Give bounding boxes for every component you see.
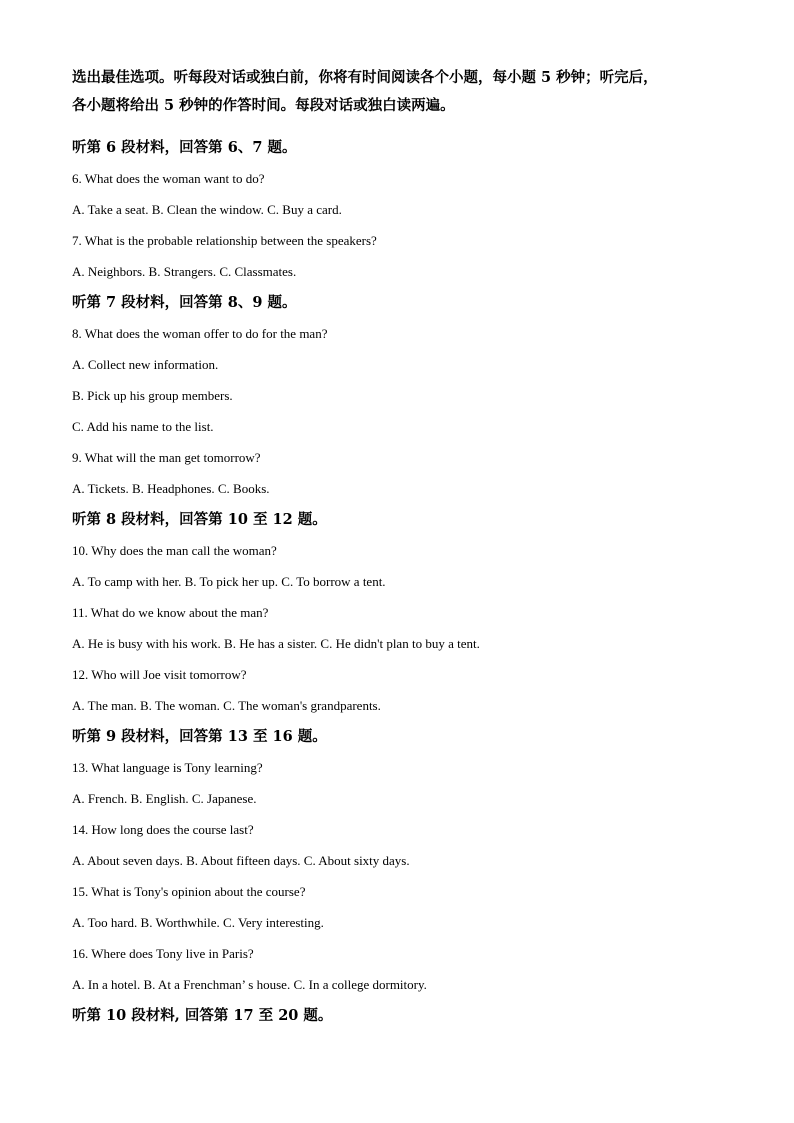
section-heading: 听第 9 段材料，回答第 13 至 16 题。 — [72, 728, 327, 745]
section-8 — [72, 510, 732, 727]
options-15: A. Too hard. B. Worthwhile. C. Very interesting. — [72, 915, 324, 930]
instructions-line-1: 选出最佳选项。听每段对话或独白前，你将有时间阅读各个小题，每小题 5 秒钟；听完后， — [72, 69, 658, 86]
option-8a: A. Collect new information. — [72, 357, 219, 372]
options-14: A. About seven days. B. About fifteen days. C. About sixty days. — [72, 853, 410, 868]
section-9 — [72, 727, 732, 1006]
section-heading: 听第 8 段材料，回答第 10 至 12 题。 — [72, 511, 327, 528]
options-6: A. Take a seat. B. Clean the window. C. Buy a card. — [72, 202, 342, 217]
options-16: A. In a hotel. B. At a Frenchman’ s house. C. In a college dormitory. — [72, 977, 427, 992]
question-7: 7. What is the probable relationship between the speakers? — [72, 233, 377, 248]
options-11: A. He is busy with his work. B. He has a sister. C. He didn't plan to buy a tent. — [72, 636, 480, 651]
section-heading: 听第 7 段材料，回答第 8、9 题。 — [72, 294, 297, 311]
question-15: 15. What is Tony's opinion about the course? — [72, 884, 306, 899]
instructions-line-2: 各小题将给出 5 秒钟的作答时间。每段对话或独白读两遍。 — [72, 97, 455, 114]
options-9: A. Tickets. B. Headphones. C. Books. — [72, 481, 270, 496]
section-heading: 听第 6 段材料，回答第 6、7 题。 — [72, 139, 297, 156]
question-6: 6. What does the woman want to do? — [72, 171, 265, 186]
section-6 — [72, 138, 732, 293]
section-7 — [72, 293, 732, 510]
exam-page — [72, 64, 732, 1037]
options-7: A. Neighbors. B. Strangers. C. Classmates. — [72, 264, 297, 279]
question-13: 13. What language is Tony learning? — [72, 760, 263, 775]
question-11: 11. What do we know about the man? — [72, 605, 269, 620]
option-8c: C. Add his name to the list. — [72, 419, 214, 434]
section-heading: 听第 10 段材料, 回答第 17 至 20 题。 — [72, 1007, 333, 1024]
options-10: A. To camp with her. B. To pick her up. C. To borrow a tent. — [72, 574, 386, 589]
question-12: 12. Who will Joe visit tomorrow? — [72, 667, 247, 682]
options-12: A. The man. B. The woman. C. The woman's grandparents. — [72, 698, 381, 713]
option-8b: B. Pick up his group members. — [72, 388, 233, 403]
question-10: 10. Why does the man call the woman? — [72, 543, 277, 558]
section-10 — [72, 1006, 732, 1037]
options-13: A. French. B. English. C. Japanese. — [72, 791, 257, 806]
question-14: 14. How long does the course last? — [72, 822, 254, 837]
question-9: 9. What will the man get tomorrow? — [72, 450, 261, 465]
instructions — [72, 64, 732, 122]
question-16: 16. Where does Tony live in Paris? — [72, 946, 254, 961]
question-8: 8. What does the woman offer to do for the man? — [72, 326, 328, 341]
